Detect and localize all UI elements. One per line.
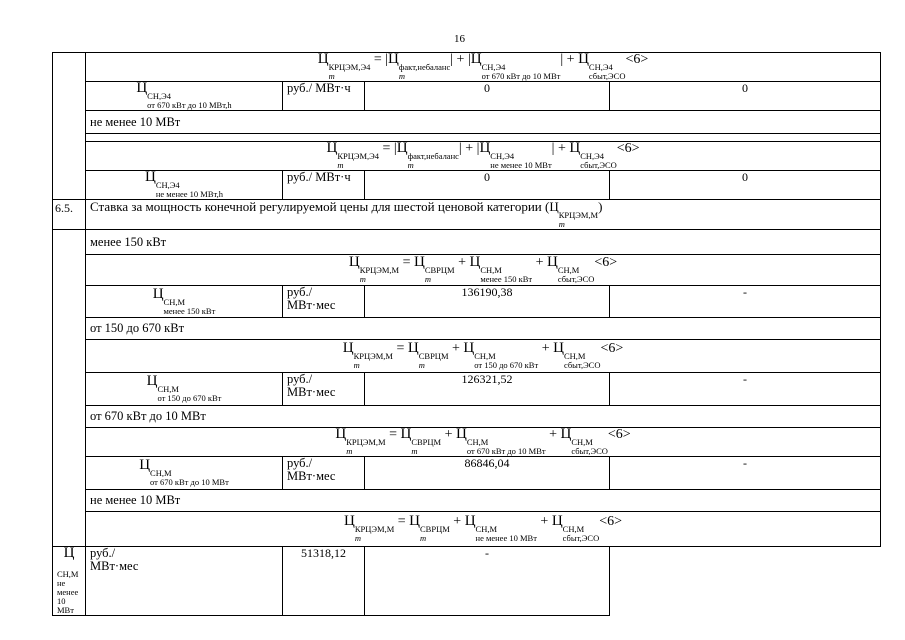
formula: Ц КРЦЭМ,Э4 m = |Ц факт,небаланс m | + |Ц СН,Э4 от 670 кВт до 10 МВт | + Ц СН,Э4 сбыт,ЭСО <6> [86,53,881,82]
tier-row [53,406,881,428]
formula-row [53,512,881,547]
tier-row [53,111,881,134]
formula-row [53,340,881,373]
formula-row [53,428,881,457]
value-row [53,547,881,616]
tier-name: от 670 кВт до 10 МВт [86,406,881,428]
tier-name: от 150 до 670 кВт [86,318,881,340]
unit: руб./ МВт·мес [86,547,283,616]
formula: Ц КРЦЭМ,М m = Ц СВРЦМ m + Ц СН,М менее 150 кВт + Ц СН,М сбыт,ЭСО <6> [86,255,881,286]
value-1: 51318,12 [283,547,365,616]
rate-label: Ц СН,М менее 150 кВт [86,286,283,318]
value-2: - [610,286,881,318]
value-row [53,82,881,111]
tier-row [53,490,881,512]
unit: руб./ МВт·мес [283,286,365,318]
value-1: 86846,04 [365,457,610,490]
value-row [53,286,881,318]
section-number: 6.5. [53,200,86,230]
formula: Ц КРЦЭМ,М m = Ц СВРЦМ m + Ц СН,М не менее 10 МВт + Ц СН,М сбыт,ЭСО <6> [86,512,881,547]
value-2: 0 [610,82,881,111]
rate-label: Ц СН,Э4 от 670 кВт до 10 МВт,h [86,82,283,111]
value-row [53,171,881,200]
tier-name: не менее 10 МВт [86,111,881,134]
value-row [53,457,881,490]
page-number: 16 [454,33,465,45]
formula-row [53,142,881,171]
rate-label: Ц СН,М от 670 кВт до 10 МВт [86,457,283,490]
value-row [53,373,881,406]
formula: Ц КРЦЭМ,М m = Ц СВРЦМ m + Ц СН,М от 670 кВт до 10 МВт + Ц СН,М сбыт,ЭСО <6> [86,428,881,457]
formula-row [53,53,881,82]
value-2: - [610,373,881,406]
formula-row [53,255,881,286]
row-number-empty [53,53,86,200]
unit: руб./ МВт·мес [283,457,365,490]
value-1: 136190,38 [365,286,610,318]
section-title: Ставка за мощность конечной регулируемой цены для шестой ценовой категории (Ц КРЦЭМ,М m ) [86,200,881,230]
value-1: 0 [365,82,610,111]
tier-row [53,230,881,255]
tier-name: менее 150 кВт [86,230,881,255]
unit: руб./ МВт·ч [283,171,365,200]
tariff-table [52,52,881,616]
unit: руб./ МВт·ч [283,82,365,111]
tier-name: не менее 10 МВт [86,490,881,512]
formula: Ц КРЦЭМ,Э4 m = |Ц факт,небаланс m | + |Ц СН,Э4 не менее 10 МВт | + Ц СН,Э4 сбыт,ЭСО <6> [86,142,881,171]
unit: руб./ МВт·мес [283,373,365,406]
tier-row [53,318,881,340]
formula: Ц КРЦЭМ,М m = Ц СВРЦМ m + Ц СН,М от 150 до 670 кВт + Ц СН,М сбыт,ЭСО <6> [86,340,881,373]
value-2: 0 [610,171,881,200]
section-header-row [53,200,881,230]
value-2: - [365,547,610,616]
rate-label: Ц СН,М не менее 10 МВт [53,547,86,616]
value-2: - [610,457,881,490]
value-1: 0 [365,171,610,200]
rate-label: Ц СН,М от 150 до 670 кВт [86,373,283,406]
rate-label: Ц СН,Э4 не менее 10 МВт,h [86,171,283,200]
value-1: 126321,52 [365,373,610,406]
row-number-empty [53,230,86,547]
